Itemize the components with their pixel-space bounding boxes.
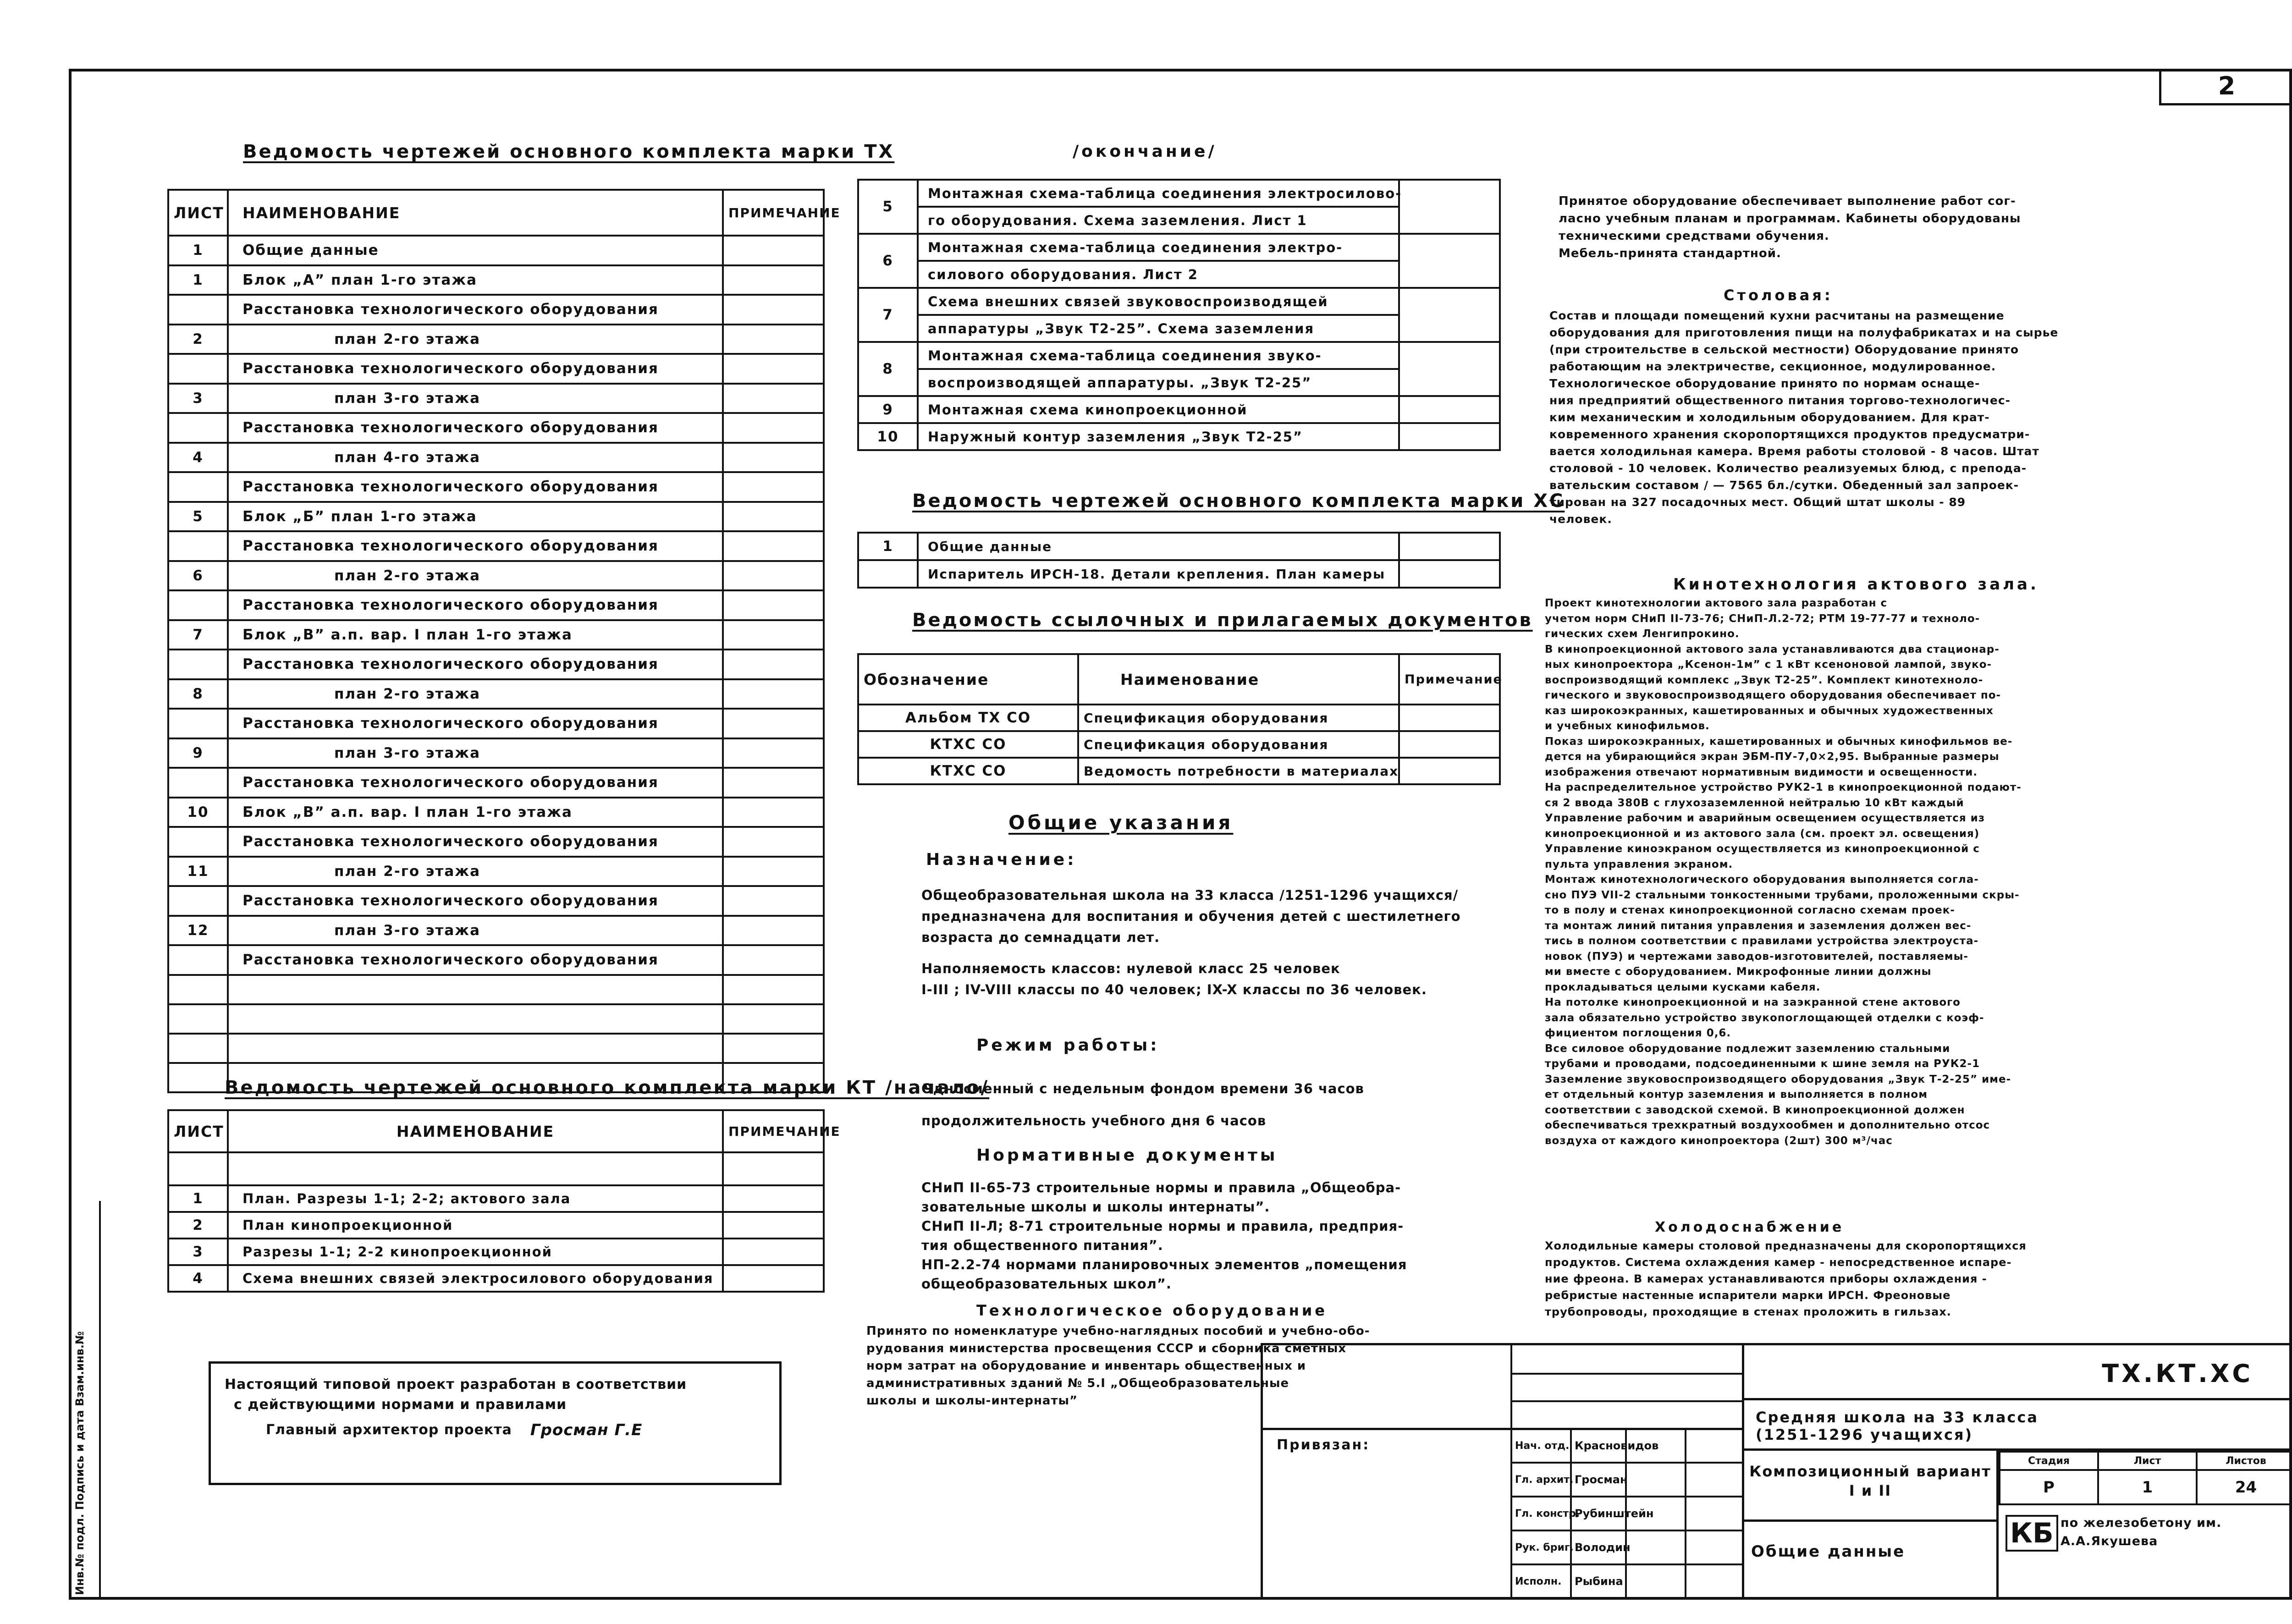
table-row [168,945,824,975]
row-note [723,1265,824,1292]
row-note [1399,180,1500,234]
stamp-line3: Главный архитектор проекта [266,1422,512,1438]
row-name: Наружный контур заземления „Звук Т2-25” [918,423,1399,450]
roles-table [1510,1428,1744,1599]
row-sheet-number [858,560,918,588]
row-name: Схема внешних связей электросилового оборудования [228,1265,723,1292]
row-note [723,590,824,620]
table-row [858,560,1500,588]
row-sheet-number [168,709,228,738]
role-name: Гросман [1571,1463,1686,1497]
row-note [723,798,824,827]
row-sheet-number: 11 [168,857,228,886]
table-row [858,342,1500,369]
stage-value: Р [2000,1470,2098,1504]
row-sheet-number: 3 [168,1239,228,1265]
row-sheet-number [168,650,228,679]
role-row [1511,1497,1743,1530]
tx-list-table [167,189,841,1093]
row-sheet-number [168,768,228,798]
row-code: КТХС СО [858,758,1078,784]
role-signature [1686,1564,1743,1598]
table-row [858,288,1500,315]
row-name: го оборудования. Схема заземления. Лист 1 [918,207,1399,234]
role-name: Красновидов [1571,1429,1686,1463]
empty-cell [228,1034,723,1063]
norm-text: СНиП II-65-73 строительные нормы и правила „Общеобра- зовательные школы и школы интернаты”. СНиП II-Л; 8-71 строительные нормы и правила, предприя- тия общественного питания”. НП-2.2-74 нормами планировочных элементов „помещения общеобразовательных школ”. [921,1180,1407,1292]
general-title: Общие указания [1008,811,1234,834]
role-row [1511,1564,1743,1598]
row-name: Расстановка технологического оборудования [228,590,723,620]
role-label: Гл. архит. [1511,1463,1571,1497]
empty-cell [228,1004,723,1034]
empty-row [168,1034,824,1063]
cinema-text: Проект кинотехнологии актового зала разработан с учетом норм СНиП II-73-76; СНиП-Л.2-72; РТМ 19-77-77 и техноло- гических схем Ленгипрокино. В кинопроекционной актового зала устанавливаются два стационар- ных кинопроектора „Ксенон-1м” с 1 кВт ксеноновой лампой, звуко- воспроизводящий комплекс „Звук Т2-25”. Комплект кинотехноло- гического и звуковоспроизводящего оборудования обеспечивает по- каз широкоэкранных, кашетированных и обычных художественных и учебных кинофильмов. Показ широкоэкранных, кашетированных и обычных кинофильмов ве- дется на убирающийся экран ЭБМ-ПУ-7,0×2,95. Выбранные размеры изображения отвечают нормативным видимости и освещенности. На распределительное устройство РУК2-1 в кинопроекционной подают- ся 2 ввода 380В с глухозаземленной нейтралью 10 кВт каждый Управление рабочим и аварийным освещением осуществляется из кинопроекционной и из актового зала (см. проект эл. освещения) Управление киноэкраном осуществляется из кинопроекционной с пульта управления экраном. Монтаж кинотехнологического оборудования выполняется согла- сно ПУЭ VII-2 стальными тонкостенными трубами, проложенными скры- то в полу и стенах кинопроекционной согласно схемам проек- та монтаж линий питания управления и заземления должен вес- тись в полном соответствии с правилами устройства электроуста- новок (ПУЭ) и чертежами заводов-изготовителей, поставляемы- ми вместе с оборудованием. Микрофонные линии должны прокладываться целыми кусками кабеля. На потолке кинопроекционной и на заэкранной стене актового зала обязательно устройство звукопоглощающей отделки с коэф- фициентом поглощения 0,6. Все силовое оборудование подлежит заземлению стальными трубами и проводами, подсоединенными к шине земля на РУК2-1 Заземление звуковоспроизводящего оборудования „Звук Т-2-25” име- ет отдельный контур заземления и выполняется в полном соответствии с заводской схемой. В кинопроекционной должен обеспечиваться трехкратный воздухообмен и дополнительно отсос воздуха от каждого кинопроектора (2шт) 300 м³/час [1545,597,2022,1147]
role-signature [1686,1530,1743,1564]
row-name: Расстановка технологического оборудования [228,295,723,325]
row-note [723,827,824,857]
cold-text: Холодильные камеры столовой предназначены для скоропортящихся продуктов. Система охлаждения камер - непосредственное испаре- ние фреона. В камерах устанавливаются приборы охлаждения - ребристые настенные испарители марки ИРСН. Фреоновые трубопроводы, проходящие в стенах проложить в гильзах. [1545,1239,2027,1318]
sheets-value: 24 [2197,1470,2292,1504]
kt-header-sheet: ЛИСТ [168,1110,228,1152]
table-row [168,1212,824,1239]
row-note [1399,342,1500,396]
empty-cell [723,1034,824,1063]
refs-header-note: Примечание [1399,654,1500,705]
row-note [723,679,824,709]
row-name: Испаритель ИРСН-18. Детали крепления. План камеры [918,560,1399,588]
row-note [723,768,824,798]
tx-header-note: ПРИМЕЧАНИЕ [723,190,824,236]
mode-text: Односменный с недельным фондом времени 36 часов продолжительность учебного дня 6 часов [921,1081,1364,1129]
row-name: Блок „В” а.п. вар. I план 1-го этажа [228,798,723,827]
row-name: Расстановка технологического оборудования [228,709,723,738]
row-note [1399,396,1500,423]
table-row [858,234,1500,261]
kt-list-title: Ведомость чертежей основного комплекта марки КТ /начало/ [225,1077,990,1098]
row-name: Расстановка технологического оборудования [228,768,723,798]
row-name: силового оборудования. Лист 2 [918,261,1399,288]
row-name: Общие данные [228,236,723,265]
table-row [168,679,824,709]
row-sheet-number: 5 [858,180,918,234]
stamp-line1: Настоящий типовой проект разработан в соответствии [225,1376,687,1393]
table-row [168,531,824,561]
row-sheet-number: 9 [168,738,228,768]
tx-header-name: НАИМЕНОВАНИЕ [228,190,723,236]
table-row [168,590,824,620]
fill-text: Наполняемость классов: нулевой класс 25 человек I-III ; IV-VIII классы по 40 человек; IX-X классы по 36 человек. [921,961,1427,997]
row-sheet-number: 7 [858,288,918,342]
refs-header-name: Наименование [1078,654,1399,705]
stamp-line2: с действующими нормами и правилами [234,1397,567,1413]
empty-row [168,1004,824,1034]
row-sheet-number [168,295,228,325]
row-name: план 3-го этажа [228,384,723,413]
row-name: Расстановка технологического оборудования [228,886,723,916]
sheet-title: Общие данные [1751,1542,1906,1561]
empty-cell [168,975,228,1004]
row-sheet-number: 1 [168,1185,228,1212]
empty-cell [228,975,723,1004]
table-row [168,561,824,591]
table-row [168,384,824,413]
row-note [723,650,824,679]
empty-cell [168,1004,228,1034]
table-row [168,354,824,384]
table-row [168,1265,824,1292]
row-sheet-number [168,827,228,857]
table-row [168,295,824,325]
kt-empty-cell [168,1152,228,1185]
row-note [723,1239,824,1265]
table-row [168,620,824,650]
role-label: Рук. бриг. [1511,1530,1571,1564]
xc-list-title: Ведомость чертежей основного комплекта марки ХС [912,490,1565,512]
role-row [1511,1429,1743,1463]
row-name: Монтажная схема-таблица соединения электросилово- [918,180,1399,207]
empty-cell [723,1004,824,1034]
row-sheet-number: 6 [168,561,228,591]
row-name: Расстановка технологического оборудования [228,945,723,975]
role-label: Гл. констр. [1511,1497,1571,1530]
table-row [168,443,824,473]
table-row [168,768,824,798]
sheets-head: Листов [2197,1452,2292,1470]
row-note [723,384,824,413]
table-row [168,798,824,827]
sheet-number: 2 [2159,69,2292,105]
table-row [168,502,824,532]
variant-text: Композиционный вариант I и II [1749,1463,1991,1499]
kt-end-table [857,179,1501,451]
side-strip-text: Инв.№ подл. Подпись и дата Взам.инв.№ [73,1331,86,1595]
role-row [1511,1530,1743,1564]
row-note [723,354,824,384]
right-intro: Принятое оборудование обеспечивает выполнение работ сог- ласно учебным планам и программам. Кабинеты оборудованы техническими средствами обучения. Мебель-принята стандартной. [1559,194,2021,260]
row-name: Блок „А” план 1-го этажа [228,265,723,295]
row-name: план 2-го этажа [228,325,723,354]
empty-cell [723,975,824,1004]
row-note [723,502,824,532]
org-name: по железобетону им. А.А.Якушева [2061,1516,2222,1548]
refs-title: Ведомость ссылочных и прилагаемых документов [912,610,1533,631]
tech-head: Технологическое оборудование [976,1302,1328,1319]
row-name: Блок „Б” план 1-го этажа [228,502,723,532]
row-code: Альбом ТХ СО [858,705,1078,731]
row-sheet-number: 1 [858,533,918,560]
table-row [168,236,824,265]
table-row [858,533,1500,560]
table-row [168,325,824,354]
role-name: Рубинштейн [1571,1497,1686,1530]
row-note [723,561,824,591]
row-name: Расстановка технологического оборудования [228,413,723,443]
row-name: Ведомость потребности в материалах [1078,758,1399,784]
table-row [168,916,824,946]
row-name: Монтажная схема-таблица соединения электро- [918,234,1399,261]
role-signature [1686,1429,1743,1463]
cinema-head: Кинотехнология актового зала. [1673,575,2039,594]
row-note [723,443,824,473]
kt-header-note: ПРИМЕЧАНИЕ [723,1110,824,1152]
row-sheet-number: 8 [858,342,918,396]
row-note [723,738,824,768]
row-name: воспроизводящей аппаратуры. „Звук Т2-25” [918,369,1399,396]
canteen-head: Столовая: [1724,286,1833,304]
role-label: Нач. отд. [1511,1429,1571,1463]
row-sheet-number: 8 [168,679,228,709]
tech-text: Принято по номенклатуре учебно-наглядных пособий и учебно-обо- рудования министерства просвещения СССР и сборника сметных норм затрат на оборудование и инвентарь общественных и административных зданий № 5.I „Общеобразовательные школы и школы-интернаты” [866,1324,1370,1408]
row-note [723,472,824,502]
row-note [723,265,824,295]
row-name: Общие данные [918,533,1399,560]
row-sheet-number: 4 [168,443,228,473]
row-note [1399,731,1500,758]
row-name: план 2-го этажа [228,561,723,591]
org-logo: КБ [2006,1515,2058,1552]
table-row [168,1239,824,1265]
row-name: Монтажная схема кинопроекционной [918,396,1399,423]
row-note [723,531,824,561]
purpose-text: Общеобразовательная школа на 33 класса /1251-1296 учащихся/ предназначена для воспитания и обучения детей с шестилетнего возраста до семнадцати лет. [921,887,1461,945]
row-note [1399,234,1500,288]
title-block [1261,1343,2292,1600]
row-name: Монтажная схема-таблица соединения звуко- [918,342,1399,369]
role-row [1511,1463,1743,1497]
stage-head: Стадия [2000,1452,2098,1470]
empty-row [168,975,824,1004]
row-name: Расстановка технологического оборудования [228,827,723,857]
norm-head: Нормативные документы [976,1146,1278,1165]
table-row [168,1185,824,1212]
tx-list-title: Ведомость чертежей основного комплекта марки ТХ [243,141,895,162]
row-sheet-number: 2 [168,325,228,354]
table-row [858,731,1500,758]
row-note [723,945,824,975]
row-name: Расстановка технологического оборудования [228,472,723,502]
row-note [723,413,824,443]
row-name: Расстановка технологического оборудования [228,650,723,679]
row-sheet-number: 6 [858,234,918,288]
canteen-text: Состав и площади помещений кухни расчитаны на размещение оборудования для приготовления пищи на полуфабрикатах и на сырье (при строительстве в сельской местности) Оборудование принято работающим на электричестве, секционное, модулированное. Технологическое оборудование принято по нормам оснаще- ния предприятий общественного питания торгово-технологичес- ким механическим и холодильным оборудованием. Для крат- ковременного хранения скоропортящихся продуктов предусматри- вается холодильная камера. Время работы столовой - 8 часов. Штат столовой - 10 человек. Количество реализуемых блюд, с препода- вательским составом / — 7565 бл./сутки. Обеденный зал запроек- тирован на 327 посадочных мест. Общий штат школы - 89 человек. [1549,309,2059,526]
kt-list-table [167,1109,841,1293]
object-name: Средняя школа на 33 класса (1251-1296 учащихся) [1756,1409,2039,1443]
row-note [723,620,824,650]
row-sheet-number: 1 [168,265,228,295]
row-code: КТХС СО [858,731,1078,758]
mode-head: Режим работы: [976,1036,1160,1055]
row-note [1399,705,1500,731]
row-sheet-number: 1 [168,236,228,265]
table-row [168,827,824,857]
row-sheet-number [168,945,228,975]
row-name: план 4-го этажа [228,443,723,473]
refs-header-code: Обозначение [858,654,1078,705]
stamp-signature: Гросман Г.Е [530,1421,643,1439]
row-note [723,325,824,354]
table-row [168,413,824,443]
row-name: Схема внешних связей звуковоспроизводящей [918,288,1399,315]
role-signature [1686,1463,1743,1497]
row-note [723,236,824,265]
row-sheet-number: 2 [168,1212,228,1239]
row-name: Расстановка технологического оборудования [228,354,723,384]
table-row [168,709,824,738]
row-name: план 2-го этажа [228,857,723,886]
table-row [168,650,824,679]
role-label: Исполн. [1511,1564,1571,1598]
table-row [168,857,824,886]
kt-end-title: /окончание/ [1073,142,1217,161]
cold-head: Холодоснабжение [1655,1219,1845,1235]
row-sheet-number [168,472,228,502]
row-sheet-number: 5 [168,502,228,532]
row-note [1399,288,1500,342]
row-name: Спецификация оборудования [1078,705,1399,731]
row-name: Разрезы 1-1; 2-2 кинопроекционной [228,1239,723,1265]
doc-code: ТХ.КТ.ХС [2102,1359,2253,1388]
row-note [723,916,824,946]
row-note [1399,758,1500,784]
row-sheet-number: 10 [168,798,228,827]
row-note [1399,560,1500,588]
table-row [168,738,824,768]
row-sheet-number [168,354,228,384]
row-note [1399,533,1500,560]
role-name: Рыбина [1571,1564,1686,1598]
table-row [168,265,824,295]
row-note [723,709,824,738]
row-name: план 3-го этажа [228,738,723,768]
kt-header-name: НАИМЕНОВАНИЕ [228,1110,723,1152]
row-note [723,857,824,886]
row-note [1399,423,1500,450]
table-row [168,886,824,916]
table-row [858,423,1500,450]
row-sheet-number [168,531,228,561]
table-row [858,396,1500,423]
sheet-value: 1 [2098,1470,2197,1504]
empty-cell [168,1063,228,1092]
xc-list-table [857,532,1501,589]
row-sheet-number: 10 [858,423,918,450]
row-sheet-number: 9 [858,396,918,423]
row-note [723,886,824,916]
purpose-head: Назначение: [926,850,1077,869]
author-stamp [209,1361,782,1485]
row-name: Спецификация оборудования [1078,731,1399,758]
sheet-head: Лист [2098,1452,2197,1470]
empty-cell [168,1034,228,1063]
row-sheet-number: 7 [168,620,228,650]
row-name: План. Разрезы 1-1; 2-2; актового зала [228,1185,723,1212]
table-row [858,705,1500,731]
row-note [723,295,824,325]
row-note [723,1212,824,1239]
row-sheet-number [168,886,228,916]
table-row [858,180,1500,207]
refs-table [857,653,1501,785]
role-name: Володин [1571,1530,1686,1564]
table-row [168,472,824,502]
row-sheet-number: 4 [168,1265,228,1292]
row-name: Расстановка технологического оборудования [228,531,723,561]
stage-table [1999,1451,2292,1505]
row-name: план 2-го этажа [228,679,723,709]
row-name: план 3-го этажа [228,916,723,946]
row-sheet-number [168,413,228,443]
row-sheet-number: 3 [168,384,228,413]
row-name: Блок „В” а.п. вар. I план 1-го этажа [228,620,723,650]
row-name: аппаратуры „Звук Т2-25”. Схема заземления [918,315,1399,342]
tx-header-sheet: ЛИСТ [168,190,228,236]
row-sheet-number: 12 [168,916,228,946]
table-row [858,758,1500,784]
role-signature [1686,1497,1743,1530]
attached-label: Привязан: [1277,1437,1370,1453]
row-name: План кинопроекционной [228,1212,723,1239]
row-sheet-number [168,590,228,620]
row-note [723,1185,824,1212]
